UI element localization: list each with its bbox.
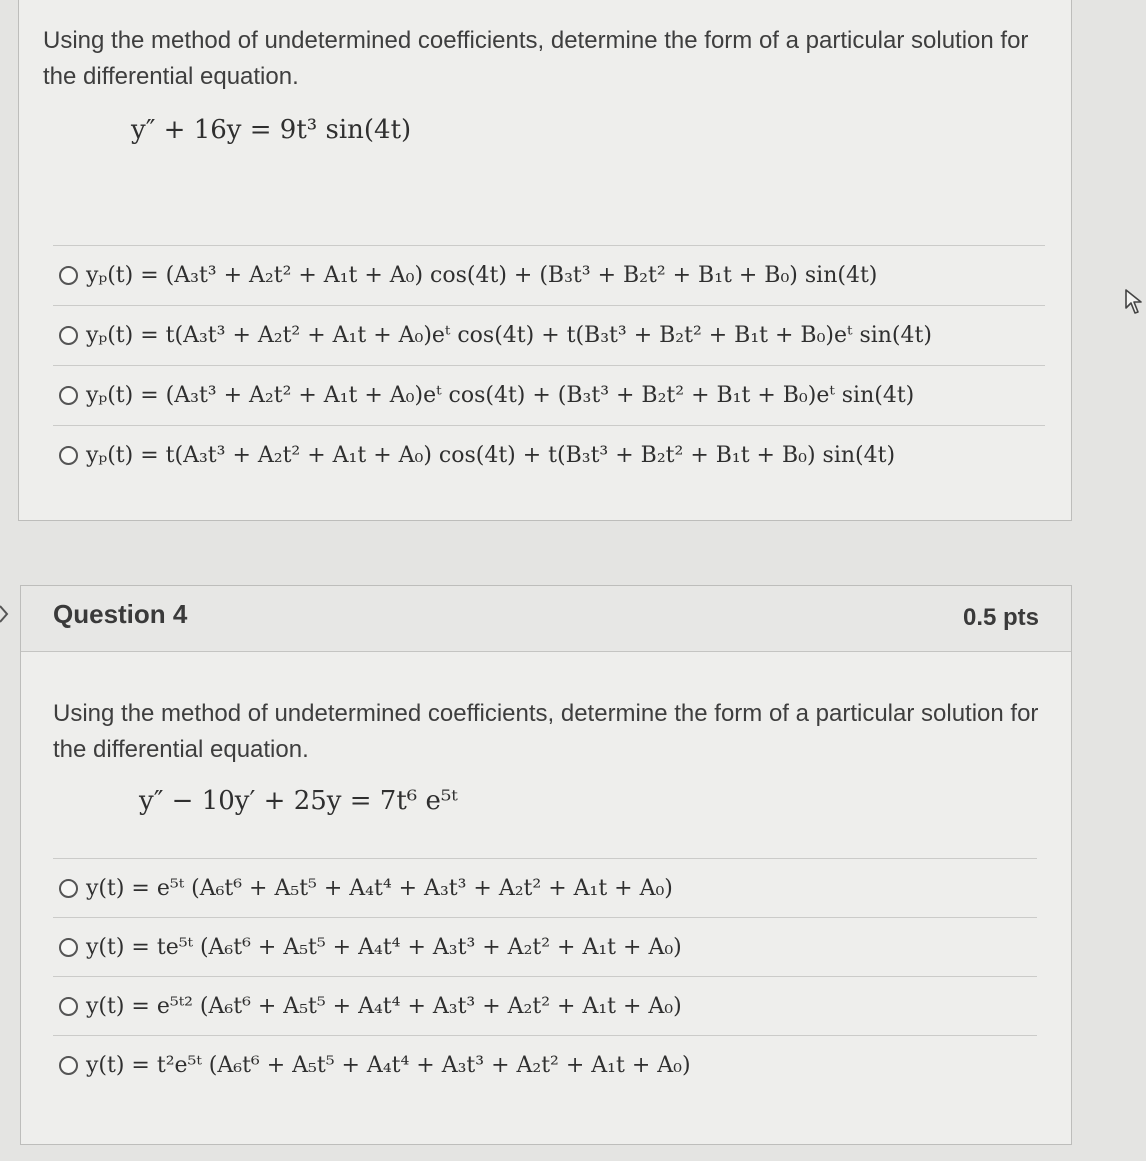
answer-option[interactable] xyxy=(53,1035,1037,1094)
question-3-equation: y″ + 16y = 9t³ sin(4t) xyxy=(131,115,412,145)
question-4-equation: y″ − 10y′ + 25y = 7t⁶ e⁵ᵗ xyxy=(139,786,458,816)
answer-option[interactable] xyxy=(53,245,1045,305)
answer-label: yₚ(t) = t(A₃t³ + A₂t² + A₁t + A₀) cos(4t) + t(B₃t³ + B₂t² + B₁t + B₀) sin(4t) xyxy=(86,443,896,468)
answer-label: y(t) = te⁵ᵗ (A₆t⁶ + A₅t⁵ + A₄t⁴ + A₃t³ + A₂t² + A₁t + A₀) xyxy=(86,934,682,960)
question-4-card xyxy=(20,585,1072,1145)
answer-label: yₚ(t) = (A₃t³ + A₂t² + A₁t + A₀)eᵗ cos(4t) + (B₃t³ + B₂t² + B₁t + B₀)eᵗ sin(4t) xyxy=(86,383,915,408)
question-3-answer-list xyxy=(53,245,1045,485)
answer-option[interactable] xyxy=(53,976,1037,1035)
question-3-prompt: Using the method of undetermined coefficients, determine the form of a particular solution for the differential equation. xyxy=(43,27,1029,90)
radio-button[interactable] xyxy=(59,266,78,285)
answer-label: yₚ(t) = (A₃t³ + A₂t² + A₁t + A₀) cos(4t) + (B₃t³ + B₂t² + B₁t + B₀) sin(4t) xyxy=(86,263,878,288)
question-points: 0.5 pts xyxy=(962,604,1039,631)
question-header xyxy=(21,586,1071,652)
question-4-prompt: Using the method of undetermined coefficients, determine the form of a particular solution for the differential equation. xyxy=(53,700,1039,763)
radio-button[interactable] xyxy=(59,386,78,405)
question-title: Question 4 xyxy=(53,599,188,629)
radio-button[interactable] xyxy=(59,938,78,957)
chevron-right-icon[interactable] xyxy=(0,604,10,624)
answer-label: y(t) = t²e⁵ᵗ (A₆t⁶ + A₅t⁵ + A₄t⁴ + A₃t³ + A₂t² + A₁t + A₀) xyxy=(86,1052,691,1078)
answer-label: y(t) = e⁵ᵗ² (A₆t⁶ + A₅t⁵ + A₄t⁴ + A₃t³ + A₂t² + A₁t + A₀) xyxy=(86,993,682,1019)
question-4-answer-list xyxy=(53,858,1037,1094)
radio-button[interactable] xyxy=(59,879,78,898)
question-3-card xyxy=(18,0,1072,521)
answer-option[interactable] xyxy=(53,858,1037,917)
radio-button[interactable] xyxy=(59,1056,78,1075)
mouse-pointer-icon xyxy=(1124,288,1146,316)
radio-button[interactable] xyxy=(59,446,78,465)
answer-label: yₚ(t) = t(A₃t³ + A₂t² + A₁t + A₀)eᵗ cos(4t) + t(B₃t³ + B₂t² + B₁t + B₀)eᵗ sin(4t) xyxy=(86,323,932,348)
answer-label: y(t) = e⁵ᵗ (A₆t⁶ + A₅t⁵ + A₄t⁴ + A₃t³ + A₂t² + A₁t + A₀) xyxy=(86,875,673,901)
radio-button[interactable] xyxy=(59,326,78,345)
answer-option[interactable] xyxy=(53,917,1037,976)
answer-option[interactable] xyxy=(53,365,1045,425)
answer-option[interactable] xyxy=(53,305,1045,365)
radio-button[interactable] xyxy=(59,997,78,1016)
answer-option[interactable] xyxy=(53,425,1045,485)
